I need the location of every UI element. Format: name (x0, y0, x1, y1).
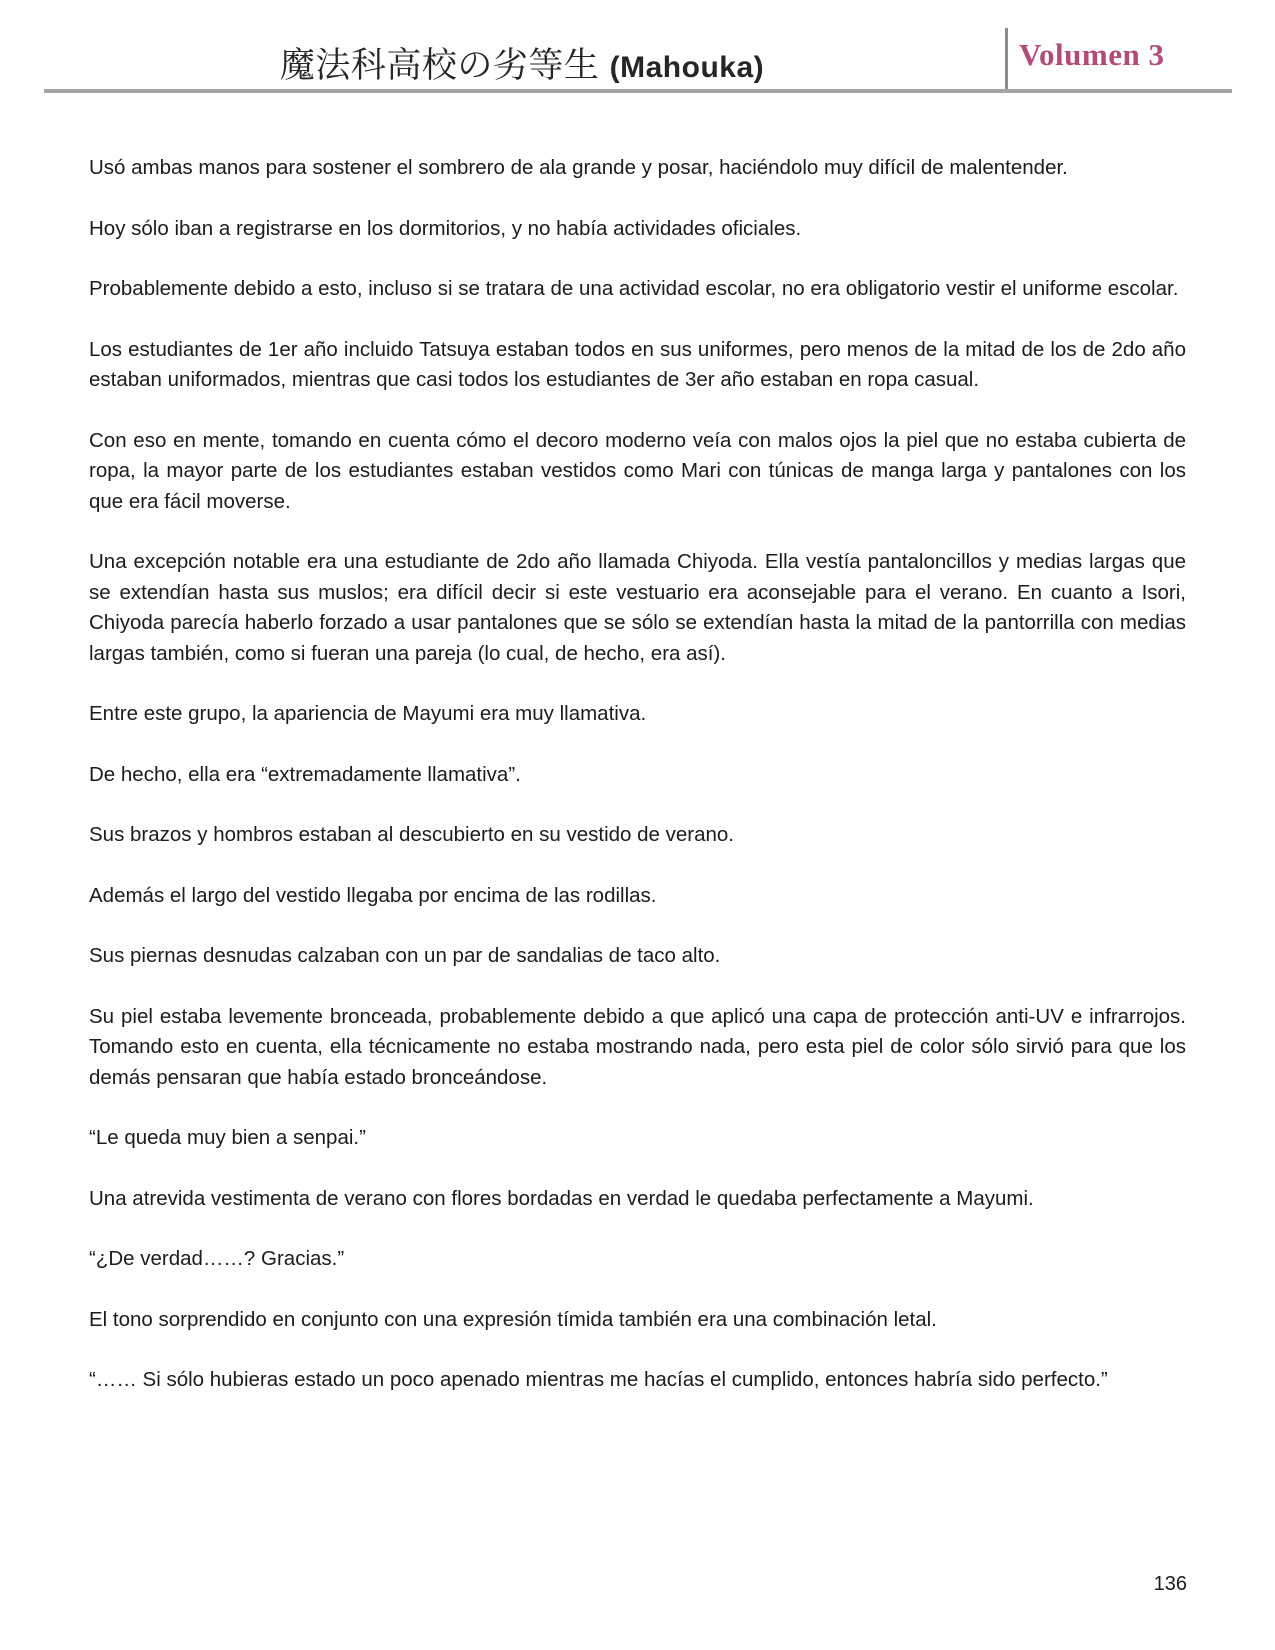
paragraph: Los estudiantes de 1er año incluido Tatsuya estaban todos en sus uniformes, pero menos de la mitad de los de 2do año estaban uniformados, mientras que casi todos los estudiantes de 3er año estaban en ropa casual. (89, 337, 1186, 391)
header-rule (44, 89, 1232, 93)
paragraph: “¿De verdad……? Gracias.” (89, 1247, 345, 1270)
book-title-japanese: 魔法科高校の劣等生 (279, 46, 600, 85)
paragraph: Además el largo del vestido llegaba por encima de las rodillas. (89, 883, 657, 907)
paragraph: Su piel estaba levemente bronceada, probablemente debido a que aplicó una capa de protección anti-UV e infrarrojos. Tomando esto en cuenta, ella técnicamente no estaba mostrando nada, pero esta piel de color sólo sirvió para que los demás pensaran que había estado bronceándose. (89, 1004, 1186, 1089)
paragraph: Una excepción notable era una estudiante de 2do año llamada Chiyoda. Ella vestía pantaloncillos y medias largas que se extendían hasta sus muslos; era difícil decir si este vestuario era aconsejable para el verano. En cuanto a Isori, Chiyoda parecía haberlo forzado a usar pantalones que se sólo se extendían hasta la mitad de la pantorrilla con medias largas también, como si fueran una pareja (lo cual, de hecho, era así). (89, 550, 1186, 665)
header-divider (1005, 28, 1008, 90)
paragraph: Una atrevida vestimenta de verano con flores bordadas en verdad le quedaba perfectamente a Mayumi. (89, 1186, 1034, 1210)
paragraph: Hoy sólo iban a registrarse en los dormitorios, y no había actividades oficiales. (89, 216, 802, 240)
book-title (44, 38, 1000, 88)
paragraph: Sus piernas desnudas calzaban con un par de sandalias de taco alto. (89, 944, 721, 967)
paragraph: El tono sorprendido en conjunto con una expresión tímida también era una combinación letal. (89, 1307, 937, 1331)
volume-label: Volumen 3 (1019, 37, 1165, 72)
paragraph: De hecho, ella era “extremadamente llamativa”. (89, 762, 521, 786)
paragraph: Con eso en mente, tomando en cuenta cómo el decoro moderno veía con malos ojos la piel que no estaba cubierta de ropa, la mayor parte de los estudiantes estaban vestidos como Mari con túnicas de manga larga y pantalones con los que era fácil moverse. (89, 428, 1186, 513)
paragraph: “…… Si sólo hubieras estado un poco apenado mientras me hacías el cumplido, entonces habría sido perfecto.” (89, 1368, 1108, 1391)
page-header (44, 28, 1232, 94)
page-body (89, 153, 1186, 1426)
paragraph: Probablemente debido a esto, incluso si se tratara de una actividad escolar, no era obligatorio vestir el uniforme escolar. (89, 277, 1179, 300)
paragraph: Usó ambas manos para sostener el sombrero de ala grande y posar, haciéndolo muy difícil de malentender. (89, 156, 1068, 179)
book-title-latin: (Mahouka) (609, 51, 765, 84)
paragraph: “Le queda muy bien a senpai.” (89, 1126, 366, 1149)
paragraph: Entre este grupo, la apariencia de Mayumi era muy llamativa. (89, 702, 647, 725)
page-number: 136 (1153, 1573, 1187, 1595)
paragraph: Sus brazos y hombros estaban al descubierto en su vestido de verano. (89, 823, 734, 846)
